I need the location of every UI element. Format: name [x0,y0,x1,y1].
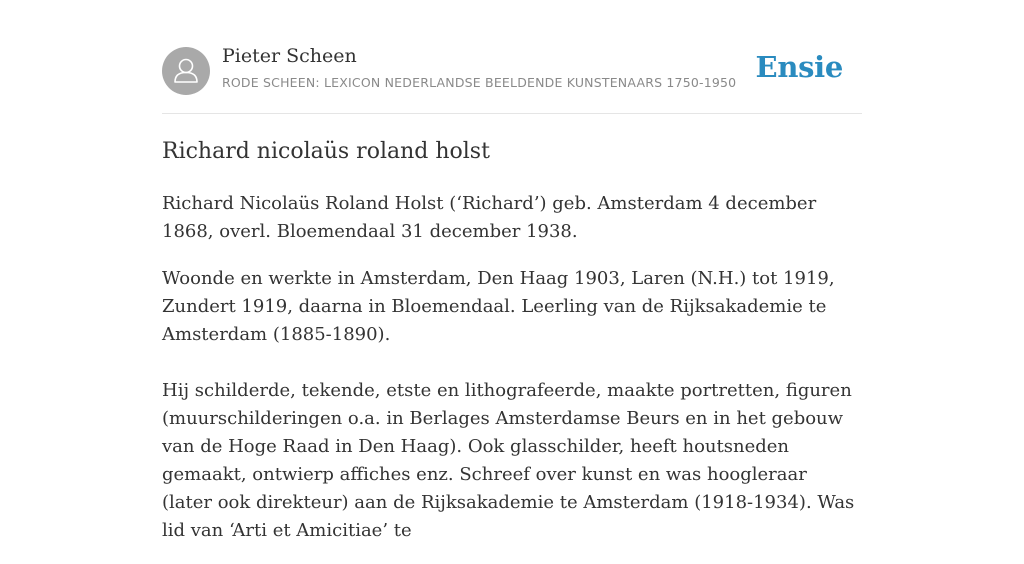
author-name[interactable]: Pieter Scheen [222,45,357,67]
article-title: Richard nicolaüs roland holst [162,139,490,164]
article-container [162,0,862,541]
user-avatar-icon[interactable] [162,47,210,95]
source-title[interactable]: RODE SCHEEN: LEXICON NEDERLANDSE BEELDENDE KUNSTENAARS 1750-1950 [222,75,737,90]
article-body [162,190,862,564]
article-header [162,0,862,114]
paragraph: Woonde en werkte in Amsterdam, Den Haag 1903, Laren (N.H.) tot 1919, Zundert 1919, daarna in Bloemendaal. Leerling van de Rijksakademie te Amsterdam (1885-1890). Hij schilderde, tekende, etste en lithografeerde, maakte portretten, figuren (muurschilderingen o.a. in Berlages Amsterdamse Beurs en in het gebouw van de Hoge Raad in Den Haag). Ook glasschilder, heeft houtsneden gemaakt, ontwierp affiches enz. Schreef over kunst en was hoogleraar (later ook direkteur) aan de Rijksakademie te Amsterdam (1918-1934). Was lid van ‘Arti et Amicitiae’ te [162,268,855,541]
paragraph: Richard Nicolaüs Roland Holst (‘Richard’) geb. Amsterdam 4 december 1868, overl. Bloemendaal 31 december 1938. [162,193,817,242]
ensie-logo[interactable]: Ensie [755,50,843,84]
